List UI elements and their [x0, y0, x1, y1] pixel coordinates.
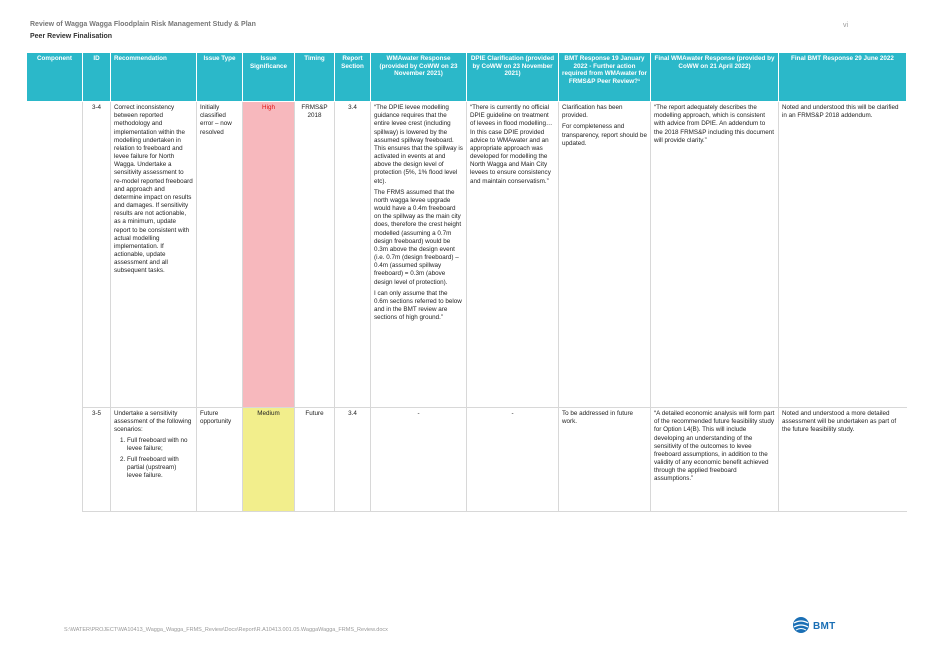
cell-id: 3-4: [83, 102, 111, 408]
col-header-issue-significance: Issue Significance: [243, 53, 295, 102]
cell-report-section: 3.4: [335, 102, 371, 408]
cell-final-bmt-response: Noted and understood this will be clarified in an FRMS&P 2018 addendum.: [779, 102, 907, 408]
col-header-timing: Timing: [295, 53, 335, 102]
cell-component: [27, 102, 83, 408]
peer-review-table: [26, 52, 907, 512]
list-item: 2. Full freeboard with partial (upstream) levee failure.: [127, 456, 193, 481]
table-row: [27, 102, 907, 408]
col-header-id: ID: [83, 53, 111, 102]
col-header-final-bmt-response: Final BMT Response 29 June 2022: [779, 53, 907, 102]
cell-timing: FRMS&P 2018: [295, 102, 335, 408]
footer-file-path: S:\WATER\PROJECT\WA10413_Wagga_Wagga_FRMS_Review\Docs\Report\R.A10413.001.05.WaggaWagga_FRMS_Review.docx: [64, 627, 388, 633]
col-header-report-section: Report Section: [335, 53, 371, 102]
cell-dpie-clarification: “There is currently no official DPIE guideline on treatment of levees in flood modelling… In this case DPIE provided advice to WMAwater and an appropriate approach was developed for modelling the North Wagga and Main City levees to ensure consistency and maintain conservatism.”: [467, 102, 559, 408]
bmt-logo-text: BMT: [813, 621, 836, 632]
cell-component: [27, 408, 83, 512]
cell-wmawater-response: -: [371, 408, 467, 512]
cell-dpie-clarification: -: [467, 408, 559, 512]
section-title: Peer Review Finalisation: [30, 33, 113, 40]
cell-final-wmawater-response: “The report adequately describes the modelling approach, which is consistent with advice from DPIE. An addendum to the 2018 FRMS&P including this document will provide clarity.”: [651, 102, 779, 408]
cell-final-bmt-response: Noted and understood a more detailed assessment will be undertaken as part of the future feasibility study.: [779, 408, 907, 512]
col-header-bmt-response: BMT Response 19 January 2022 - Further action required from WMAwater for FRMS&P Peer Review?¹: [559, 53, 651, 102]
wmawater-response-para-1: “The DPIE levee modelling guidance requires that the entire levee crest (including spillway) is lowered by the assumed spillway freeboard. This ensures that the spillway is activated in events at and above the design level of protection (5%, 1% flood level etc).: [374, 104, 463, 185]
table-header-row: [27, 53, 907, 102]
cell-significance-high: High: [243, 102, 295, 408]
cell-recommendation: Correct inconsistency between reported methodology and implementation within the modelling undertaken in relation to freeboard and levee failure for North Wagga. Undertake a sensitivity assessment to re-model reported freeboard and approach and determine impact on results and damages. If sensitivity results are not actionable, as a minimum, update report to be consistent with actual modelling implementation. If actionable, update assessment and all subsequent tasks.: [111, 102, 197, 408]
col-header-issue-type: Issue Type: [197, 53, 243, 102]
cell-final-wmawater-response: “A detailed economic analysis will form part of the recommended future feasibility study for Option L4(B). This will include developing an understanding of the sensitivity of the outcomes to levee freeboard assumptions, in addition to the validity of any economic benefit achieved through the applied freeboard assumptions.”: [651, 408, 779, 512]
col-header-wmawater-response: WMAwater Response (provided by CoWW on 23 November 2021): [371, 53, 467, 102]
cell-recommendation: [111, 408, 197, 512]
document-title: Review of Wagga Wagga Floodplain Risk Management Study & Plan: [30, 21, 256, 28]
bmt-response-para-1: Clarification has been provided.: [562, 104, 623, 120]
cell-issue-type: Future opportunity: [197, 408, 243, 512]
recommendation-intro: Undertake a sensitivity assessment of the following scenarios:: [114, 410, 192, 434]
col-header-component: Component: [27, 53, 83, 102]
col-header-final-wmawater-response: Final WMAwater Response (provided by CoWW on 21 April 2022): [651, 53, 779, 102]
cell-id: 3-5: [83, 408, 111, 512]
col-header-recommendation: Recommendation: [111, 53, 197, 102]
cell-wmawater-response: [371, 102, 467, 408]
cell-issue-type: Initially classified error – now resolved: [197, 102, 243, 408]
scenario-list: [114, 437, 193, 481]
table-row: [27, 408, 907, 512]
wmawater-response-para-2: The FRMS assumed that the north wagga levee upgrade would have a 0.4m freeboard on the spillway as the main city does, therefore the crest height modelled (assuming a 0.7m design freeboard) would be 0.3m above the design event (i.e. 0.7m (design freeboard) – 0.4m (assumed spillway freeboard) = 0.3m (above design level of protection).: [374, 188, 462, 286]
cell-bmt-response: To be addressed in future work.: [559, 408, 651, 512]
cell-report-section: 3.4: [335, 408, 371, 512]
page-number: vi: [843, 22, 849, 29]
cell-bmt-response: [559, 102, 651, 408]
list-item: 1. Full freeboard with no levee failure;: [127, 437, 193, 453]
cell-timing: Future: [295, 408, 335, 512]
cell-significance-medium: Medium: [243, 408, 295, 512]
col-header-dpie-clarification: DPIE Clarification (provided by CoWW on 23 November 2021): [467, 53, 559, 102]
bmt-response-para-2: For completeness and transparency, report should be updated.: [562, 123, 647, 147]
wmawater-response-para-3: I can only assume that the 0.6m sections referred to below and in the BMT review are sections of high ground.”: [374, 289, 462, 322]
